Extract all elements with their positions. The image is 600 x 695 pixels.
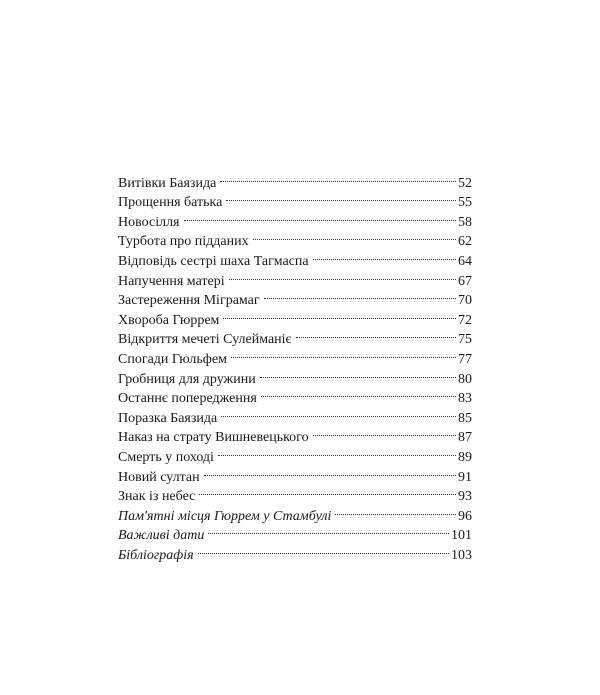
toc-dot-leader (226, 187, 456, 207)
toc-dot-leader (218, 441, 456, 461)
toc-entry (118, 167, 472, 191)
toc-dot-leader (231, 343, 456, 363)
toc-dot-leader (223, 304, 456, 324)
toc-entry-page: 87 (458, 430, 472, 446)
toc-dot-leader (221, 402, 456, 422)
toc-entry-title: Прощення батька (118, 195, 223, 211)
toc-entry-page: 64 (458, 253, 472, 269)
toc-entry-page: 77 (458, 351, 472, 367)
toc-dot-leader (204, 461, 456, 481)
toc-dot-leader (260, 363, 456, 383)
toc-entry-title: Відповідь сестрі шаха Тагмаспа (118, 253, 309, 269)
toc-dot-leader (313, 245, 456, 265)
toc-dot-leader (335, 500, 456, 520)
toc-dot-leader (261, 383, 456, 403)
toc-entry-title: Смерть у поході (118, 449, 214, 465)
toc-entry-page: 55 (458, 195, 472, 211)
toc-dot-leader (184, 206, 457, 226)
toc-entry-page: 80 (458, 371, 472, 387)
toc-entry-page: 58 (458, 214, 472, 230)
toc-entry-page: 62 (458, 234, 472, 250)
toc-dot-leader (313, 422, 456, 442)
toc-entry-page: 72 (458, 312, 472, 328)
toc-entry-title: Знак із небес (118, 489, 196, 505)
toc-entry-title: Гробниця для дружини (118, 371, 256, 387)
toc-entry-page: 103 (451, 547, 472, 563)
toc-entry-page: 101 (451, 528, 472, 544)
toc-entry-title: Новий султан (118, 469, 200, 485)
toc-dot-leader (229, 265, 456, 285)
toc-dot-leader (198, 539, 449, 559)
toc-entry-page: 67 (458, 273, 472, 289)
toc-entry-page: 93 (458, 489, 472, 505)
toc-entry-page: 96 (458, 508, 472, 524)
toc-dot-leader (220, 167, 456, 187)
toc-entry-page: 89 (458, 449, 472, 465)
toc-entry-title: Застереження Міграмаг (118, 293, 260, 309)
toc-entry-page: 52 (458, 175, 472, 191)
toc-entry-page: 83 (458, 391, 472, 407)
toc-dot-leader (199, 481, 456, 501)
toc-entry-page: 70 (458, 293, 472, 309)
toc-entry-page: 75 (458, 332, 472, 348)
toc-entry-title: Бібліографія (118, 547, 194, 563)
toc-dot-leader (264, 285, 456, 305)
toc-entry-title: Наказ на страту Вишневецького (118, 430, 309, 446)
toc-entry-title: Останнє попередження (118, 391, 257, 407)
toc-entry-title: Важливі дати (118, 528, 205, 544)
toc-entry-title: Пам'ятні місця Гюррем у Стамбулі (118, 508, 332, 524)
toc-entry-title: Турбота про підданих (118, 234, 249, 250)
toc-entry-page: 85 (458, 410, 472, 426)
toc-dot-leader (208, 520, 449, 540)
toc-entry-title: Напучення матері (118, 273, 225, 289)
table-of-contents (118, 167, 472, 563)
toc-entry-page: 91 (458, 469, 472, 485)
toc-dot-leader (253, 226, 456, 246)
toc-entry-title: Новосілля (118, 214, 180, 230)
toc-entry-title: Відкриття мечеті Сулейманіє (118, 332, 292, 348)
toc-entry-title: Витівки Баязида (118, 175, 217, 191)
toc-entry-title: Хвороба Гюррем (118, 312, 220, 328)
toc-entry-title: Поразка Баязида (118, 410, 218, 426)
toc-entry-title: Спогади Гюльфем (118, 351, 227, 367)
toc-dot-leader (296, 324, 456, 344)
